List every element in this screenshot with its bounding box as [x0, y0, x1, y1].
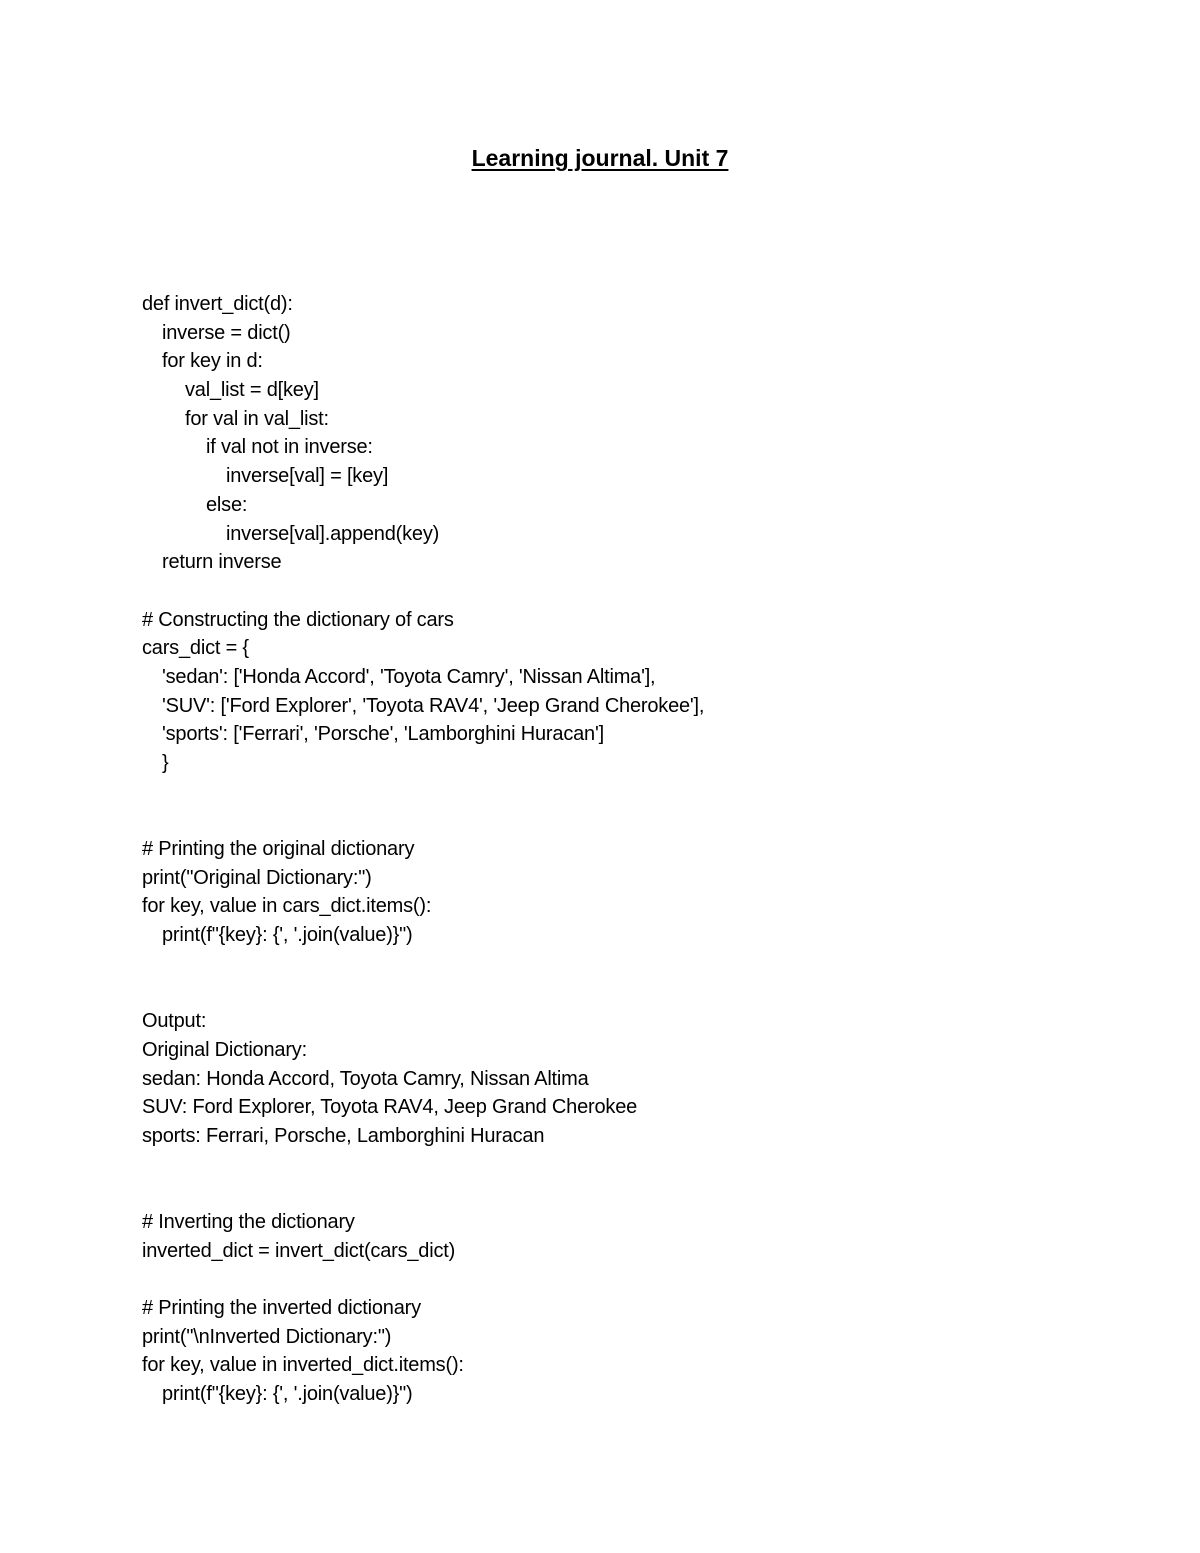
code-comment: # Constructing the dictionary of cars	[142, 608, 454, 631]
blank-line	[142, 778, 1142, 807]
code-line: 'sedan': ['Honda Accord', 'Toyota Camry', 'Nissan Altima'],	[162, 665, 656, 688]
code-comment: # Printing the original dictionary	[142, 838, 415, 861]
code-line: def invert_dict(d):	[142, 293, 293, 315]
blank-line	[142, 950, 1142, 979]
output-line: sports: Ferrari, Porsche, Lamborghini Huracan	[142, 1124, 545, 1147]
code-comment: # Inverting the dictionary	[142, 1211, 355, 1233]
code-line: inverse = dict()	[162, 321, 291, 344]
code-line: inverted_dict = invert_dict(cars_dict)	[142, 1239, 456, 1262]
output-line: sedan: Honda Accord, Toyota Camry, Nissan Altima	[142, 1067, 589, 1090]
code-line: print("\nInverted Dictionary:")	[142, 1325, 392, 1348]
code-line: else:	[206, 493, 248, 516]
document-body	[142, 290, 1142, 1409]
blank-line	[142, 1265, 1142, 1294]
code-line: print("Original Dictionary:")	[142, 866, 372, 889]
code-line: for key in d:	[162, 350, 263, 373]
code-line: cars_dict = {	[142, 637, 249, 660]
output-heading: Output:	[142, 1010, 207, 1033]
code-comment: # Printing the inverted dictionary	[142, 1297, 421, 1320]
blank-line	[142, 577, 1142, 606]
code-line: 'sports': ['Ferrari', 'Porsche', 'Lamborghini Huracan']	[162, 723, 604, 746]
blank-line	[142, 979, 1142, 1008]
code-line: 'SUV': ['Ford Explorer', 'Toyota RAV4', 'Jeep Grand Cherokee'],	[162, 694, 705, 717]
code-line: for key, value in cars_dict.items():	[142, 895, 432, 918]
code-line: val_list = d[key]	[185, 379, 319, 402]
code-line: }	[162, 752, 169, 774]
code-line: inverse[val].append(key)	[226, 522, 440, 545]
blank-line	[142, 1179, 1142, 1208]
code-line: return inverse	[162, 551, 282, 574]
document-title: Learning journal. Unit 7	[471, 145, 729, 171]
output-line: Original Dictionary:	[142, 1038, 307, 1061]
blank-line	[142, 806, 1142, 835]
code-line: for key, value in inverted_dict.items():	[142, 1354, 464, 1377]
code-line: print(f"{key}: {', '.join(value)}")	[162, 924, 413, 947]
code-line: if val not in inverse:	[206, 436, 373, 459]
blank-line	[142, 1151, 1142, 1180]
code-line: inverse[val] = [key]	[226, 465, 389, 488]
output-line: SUV: Ford Explorer, Toyota RAV4, Jeep Grand Cherokee	[142, 1096, 638, 1119]
code-line: print(f"{key}: {', '.join(value)}")	[162, 1383, 413, 1406]
code-line: for val in val_list:	[185, 407, 329, 430]
